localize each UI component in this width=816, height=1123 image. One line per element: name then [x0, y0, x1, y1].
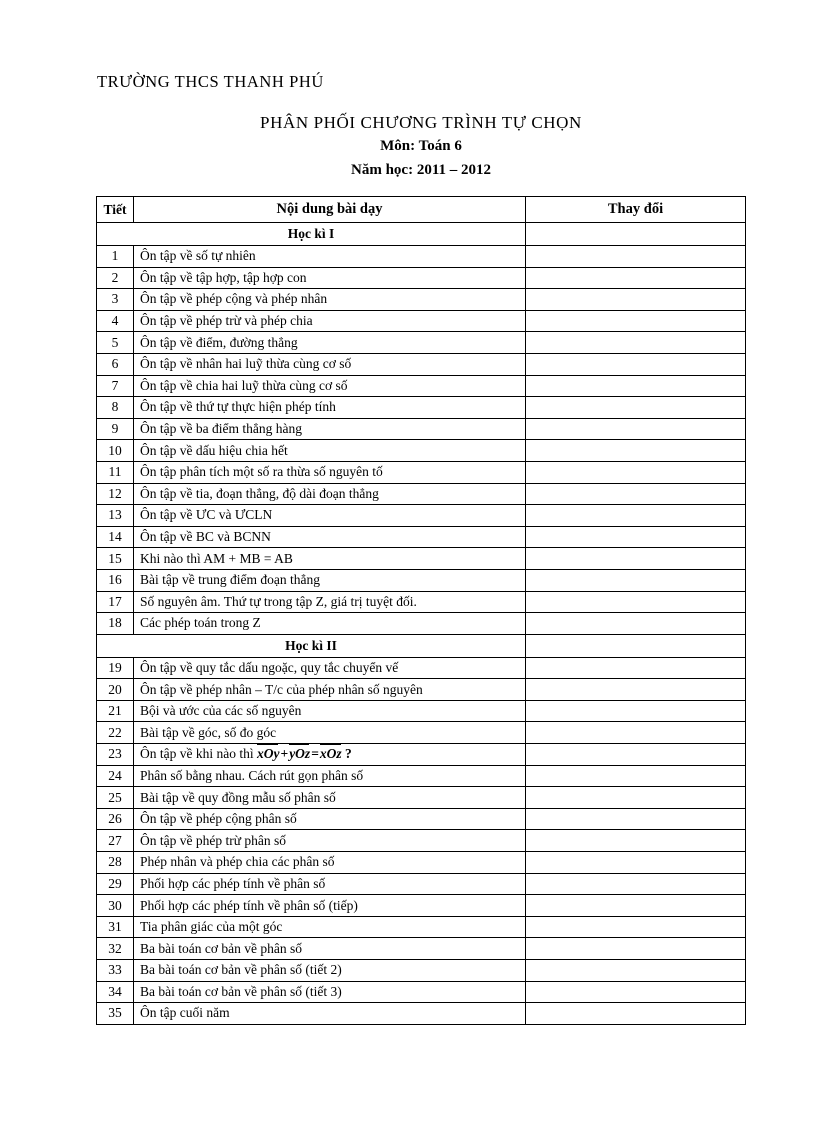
change-cell[interactable]	[526, 332, 746, 354]
lesson-content: Ôn tập về số tự nhiên	[134, 246, 526, 268]
change-cell[interactable]	[526, 548, 746, 570]
lesson-content: Ôn tập về thứ tự thực hiện phép tính	[134, 397, 526, 419]
column-header-thay-doi: Thay đổi	[526, 197, 746, 223]
lesson-content: Ôn tập phân tích một số ra thừa số nguyên tố	[134, 461, 526, 483]
table-row	[97, 787, 746, 809]
lesson-content: Bội và ước của các số nguyên	[134, 700, 526, 722]
table-body	[97, 223, 746, 1025]
lesson-number: 7	[97, 375, 134, 397]
table-row	[97, 916, 746, 938]
change-cell[interactable]	[526, 375, 746, 397]
lesson-content: Phép nhân và phép chia các phân số	[134, 852, 526, 874]
table-row	[97, 246, 746, 268]
lesson-number: 11	[97, 461, 134, 483]
change-cell[interactable]	[526, 613, 746, 635]
lesson-number: 23	[97, 744, 134, 766]
curriculum-table	[96, 196, 746, 1025]
table-row	[97, 808, 746, 830]
change-cell[interactable]	[526, 808, 746, 830]
lesson-content: Ôn tập về phép trừ và phép chia	[134, 310, 526, 332]
lesson-content: Ôn tập về tập hợp, tập hợp con	[134, 267, 526, 289]
change-cell[interactable]	[526, 418, 746, 440]
term-divider-hoc-ki-2	[97, 634, 746, 657]
table-row	[97, 548, 746, 570]
lesson-content: Ôn tập về BC và BCNN	[134, 526, 526, 548]
lesson-number: 34	[97, 981, 134, 1003]
lesson-number: 2	[97, 267, 134, 289]
change-cell[interactable]	[526, 440, 746, 462]
change-cell[interactable]	[526, 634, 746, 657]
lesson-number: 17	[97, 591, 134, 613]
table-row	[97, 981, 746, 1003]
lesson-number: 20	[97, 679, 134, 701]
lesson-content: Ôn tập về ƯC và ƯCLN	[134, 505, 526, 527]
page-title: PHÂN PHỐI CHƯƠNG TRÌNH TỰ CHỌN	[260, 113, 582, 132]
table-row	[97, 1003, 746, 1025]
table-row	[97, 440, 746, 462]
lesson-number: 1	[97, 246, 134, 268]
lesson-number: 30	[97, 895, 134, 917]
change-cell[interactable]	[526, 1003, 746, 1025]
lesson-number: 24	[97, 765, 134, 787]
table-row	[97, 418, 746, 440]
change-cell[interactable]	[526, 895, 746, 917]
table-row	[97, 505, 746, 527]
lesson-number: 18	[97, 613, 134, 635]
table-row	[97, 852, 746, 874]
lesson-number: 35	[97, 1003, 134, 1025]
term-divider-hoc-ki-1-label: Học kì I	[97, 223, 526, 246]
lesson-number: 25	[97, 787, 134, 809]
table-row	[97, 895, 746, 917]
lesson-content: Ôn tập về dấu hiệu chia hết	[134, 440, 526, 462]
change-cell[interactable]	[526, 591, 746, 613]
table-row	[97, 461, 746, 483]
change-cell[interactable]	[526, 960, 746, 982]
table-row	[97, 657, 746, 679]
table-row	[97, 700, 746, 722]
table-row	[97, 613, 746, 635]
lesson-content: Khi nào thì AM + MB = AB	[134, 548, 526, 570]
lesson-content: Các phép toán trong Z	[134, 613, 526, 635]
change-cell[interactable]	[526, 981, 746, 1003]
lesson-number: 32	[97, 938, 134, 960]
table-row	[97, 744, 746, 766]
table-row	[97, 679, 746, 701]
change-cell[interactable]	[526, 483, 746, 505]
school-year-line: Năm học: 2011 – 2012	[351, 161, 491, 178]
lesson-number: 33	[97, 960, 134, 982]
change-cell[interactable]	[526, 461, 746, 483]
lesson-number: 19	[97, 657, 134, 679]
column-header-noi-dung: Nội dung bài dạy	[134, 197, 526, 223]
change-cell[interactable]	[526, 830, 746, 852]
change-cell[interactable]	[526, 787, 746, 809]
lesson-number: 13	[97, 505, 134, 527]
lesson-content: Phân số bằng nhau. Cách rút gọn phân số	[134, 765, 526, 787]
lesson-content: Bài tập về quy đồng mẫu số phân số	[134, 787, 526, 809]
change-cell[interactable]	[526, 289, 746, 311]
change-cell[interactable]	[526, 700, 746, 722]
change-cell[interactable]	[526, 267, 746, 289]
lesson-content: Ba bài toán cơ bản về phân số	[134, 938, 526, 960]
table-row	[97, 526, 746, 548]
change-cell[interactable]	[526, 722, 746, 744]
change-cell[interactable]	[526, 938, 746, 960]
change-cell[interactable]	[526, 397, 746, 419]
lesson-number: 9	[97, 418, 134, 440]
lesson-content: Ôn tập về ba điểm thẳng hàng	[134, 418, 526, 440]
change-cell[interactable]	[526, 310, 746, 332]
lesson-content: Ôn tập về quy tắc dấu ngoặc, quy tắc chuyển vế	[134, 657, 526, 679]
lesson-number: 5	[97, 332, 134, 354]
change-cell[interactable]	[526, 852, 746, 874]
change-cell[interactable]	[526, 765, 746, 787]
lesson-number: 4	[97, 310, 134, 332]
lesson-content: Ôn tập cuối năm	[134, 1003, 526, 1025]
lesson-content: Ôn tập về phép cộng phân số	[134, 808, 526, 830]
lesson-content: Phối hợp các phép tính về phân số	[134, 873, 526, 895]
lesson-number: 6	[97, 353, 134, 375]
lesson-number: 12	[97, 483, 134, 505]
lesson-content: Phối hợp các phép tính về phân số (tiếp)	[134, 895, 526, 917]
table-row	[97, 765, 746, 787]
lesson-content: Số nguyên âm. Thứ tự trong tập Z, giá trị tuyệt đối.	[134, 591, 526, 613]
change-cell[interactable]	[526, 223, 746, 246]
lesson-number: 21	[97, 700, 134, 722]
change-cell[interactable]	[526, 873, 746, 895]
lesson-number: 31	[97, 916, 134, 938]
table-row	[97, 569, 746, 591]
table-row	[97, 289, 746, 311]
term-divider-hoc-ki-2-label: Học kì II	[97, 634, 526, 657]
document-title-block	[96, 112, 746, 181]
lesson-number: 14	[97, 526, 134, 548]
lesson-content: Ôn tập về nhân hai luỹ thừa cùng cơ số	[134, 353, 526, 375]
lesson-number: 8	[97, 397, 134, 419]
lesson-content: Ôn tập về chia hai luỹ thừa cùng cơ số	[134, 375, 526, 397]
term-divider-hoc-ki-1	[97, 223, 746, 246]
lesson-content: Ôn tập về phép nhân – T/c của phép nhân số nguyên	[134, 679, 526, 701]
change-cell[interactable]	[526, 353, 746, 375]
lesson-content: Bài tập về góc, số đo góc	[134, 722, 526, 744]
table-row	[97, 375, 746, 397]
table-row	[97, 310, 746, 332]
change-cell[interactable]	[526, 246, 746, 268]
lesson-number: 16	[97, 569, 134, 591]
lesson-number: 15	[97, 548, 134, 570]
lesson-content: Ôn tập về phép cộng và phép nhân	[134, 289, 526, 311]
change-cell[interactable]	[526, 744, 746, 766]
change-cell[interactable]	[526, 657, 746, 679]
lesson-number: 22	[97, 722, 134, 744]
lesson-number: 10	[97, 440, 134, 462]
lesson-content: Ôn tập về điểm, đường thẳng	[134, 332, 526, 354]
table-row	[97, 722, 746, 744]
subject-line: Môn: Toán 6	[380, 138, 462, 155]
lesson-number: 27	[97, 830, 134, 852]
change-cell[interactable]	[526, 916, 746, 938]
lesson-content: Tia phân giác của một góc	[134, 916, 526, 938]
lesson-content: Ôn tập về tia, đoạn thẳng, độ dài đoạn thẳng	[134, 483, 526, 505]
table-row	[97, 483, 746, 505]
table-row	[97, 591, 746, 613]
lesson-content: Bài tập về trung điểm đoạn thẳng	[134, 569, 526, 591]
change-cell[interactable]	[526, 569, 746, 591]
table-row	[97, 960, 746, 982]
lesson-content: Ba bài toán cơ bản về phân số (tiết 2)	[134, 960, 526, 982]
table-row	[97, 938, 746, 960]
lesson-number: 29	[97, 873, 134, 895]
school-name: TRƯỜNG THCS THANH PHÚ	[97, 72, 324, 91]
table-row	[97, 830, 746, 852]
table-row	[97, 873, 746, 895]
lesson-number: 26	[97, 808, 134, 830]
table-header	[97, 197, 746, 223]
table-row	[97, 353, 746, 375]
column-header-tiet: Tiết	[97, 197, 134, 223]
lesson-content: Ba bài toán cơ bản về phân số (tiết 3)	[134, 981, 526, 1003]
lesson-number: 28	[97, 852, 134, 874]
lesson-content: Ôn tập về phép trừ phân số	[134, 830, 526, 852]
table-row	[97, 332, 746, 354]
change-cell[interactable]	[526, 679, 746, 701]
lesson-number: 3	[97, 289, 134, 311]
change-cell[interactable]	[526, 526, 746, 548]
table-row	[97, 267, 746, 289]
table-header-row	[97, 197, 746, 223]
change-cell[interactable]	[526, 505, 746, 527]
table-row	[97, 397, 746, 419]
lesson-content: Ôn tập về khi nào thì xOy+yOz=xOz ?	[134, 744, 526, 766]
angle-equation: xOy+yOz=xOz ?	[256, 746, 352, 762]
